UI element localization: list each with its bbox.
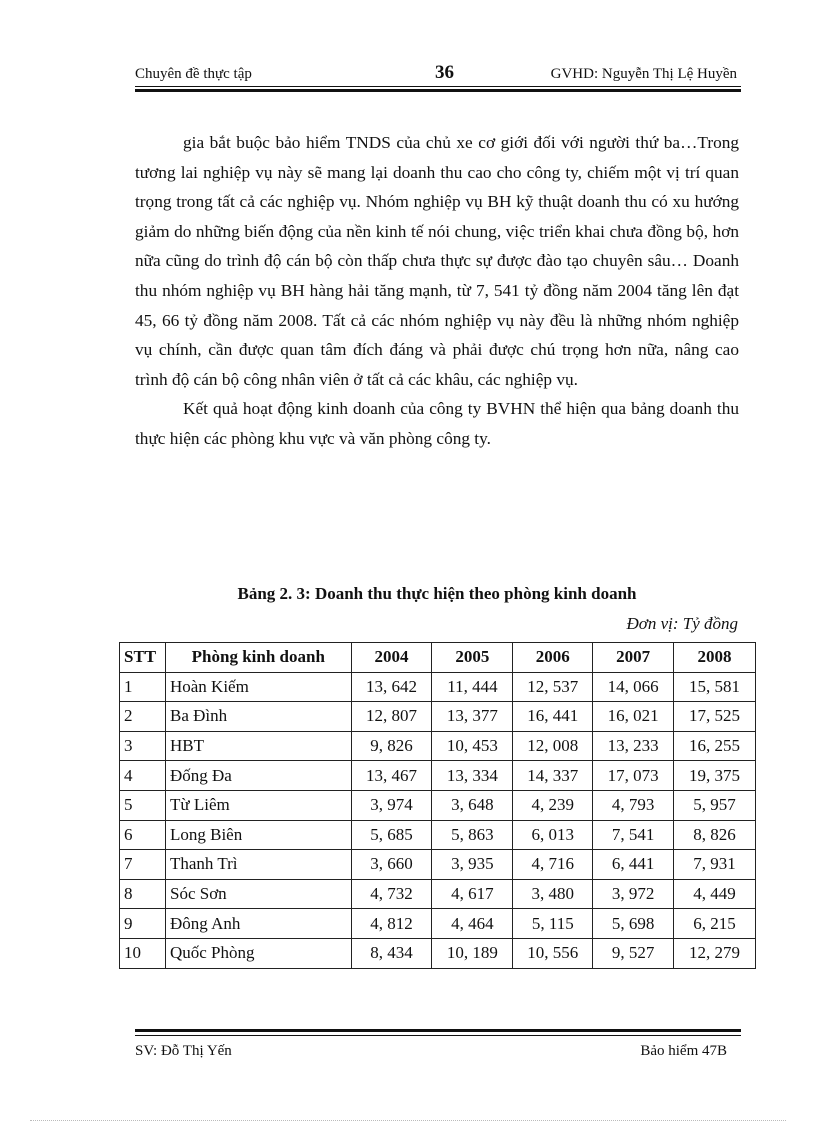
table-row (120, 672, 756, 702)
cell-department: Đống Đa (165, 761, 351, 791)
table-row (120, 879, 756, 909)
cell-2005: 3, 935 (432, 850, 513, 880)
page-bottom-divider (30, 1120, 786, 1121)
cell-2006: 5, 115 (513, 909, 593, 939)
cell-stt: 8 (120, 879, 166, 909)
cell-stt: 6 (120, 820, 166, 850)
cell-2006: 10, 556 (513, 938, 593, 968)
paragraph-2: Kết quả hoạt động kinh doanh của công ty BVHN thể hiện qua bảng doanh thu thực hiện các phòng khu vực và văn phòng công ty. (135, 399, 739, 448)
cell-department: Quốc Phòng (165, 938, 351, 968)
header-rule-thin (135, 86, 741, 87)
page-header (135, 64, 741, 86)
header-2008: 2008 (674, 643, 756, 673)
table-row (120, 731, 756, 761)
table-header-row (120, 643, 756, 673)
header-supervisor: GVHD: Nguyễn Thị Lệ Huyền (550, 66, 737, 82)
cell-2005: 5, 863 (432, 820, 513, 850)
cell-2005: 4, 617 (432, 879, 513, 909)
cell-2006: 12, 537 (513, 672, 593, 702)
cell-2004: 9, 826 (351, 731, 432, 761)
cell-2006: 3, 480 (513, 879, 593, 909)
cell-department: Từ Liêm (165, 790, 351, 820)
header-stt: STT (120, 643, 166, 673)
cell-2007: 3, 972 (593, 879, 674, 909)
footer-student: SV: Đỗ Thị Yến (135, 1043, 232, 1059)
cell-2004: 4, 732 (351, 879, 432, 909)
table-caption: Bảng 2. 3: Doanh thu thực hiện theo phòng kinh doanh (237, 584, 637, 603)
header-2005: 2005 (432, 643, 513, 673)
cell-2008: 15, 581 (674, 672, 756, 702)
cell-2007: 17, 073 (593, 761, 674, 791)
cell-2007: 7, 541 (593, 820, 674, 850)
cell-2005: 10, 453 (432, 731, 513, 761)
body-text (135, 128, 739, 454)
table-row (120, 761, 756, 791)
cell-2005: 13, 377 (432, 702, 513, 732)
table-row (120, 938, 756, 968)
cell-stt: 5 (120, 790, 166, 820)
footer-rule-thin (135, 1035, 741, 1036)
cell-2007: 13, 233 (593, 731, 674, 761)
cell-2004: 3, 660 (351, 850, 432, 880)
cell-department: Đông Anh (165, 909, 351, 939)
paragraph-1: gia bắt buộc bảo hiểm TNDS của chủ xe cơ giới đối với người thứ ba…Trong tương lai nghiệp vụ này sẽ mang lại doanh thu cao cho công ty, chiếm một vị trí quan trọng trong tất cả các nghiệp vụ. Nhóm nghiệp vụ BH kỹ thuật doanh thu có xu hướng giảm do những biến động của nền kinh tế nói chung, việc triển khai chưa đồng bộ, hơn nữa cũng do trình độ cán bộ còn thấp chưa thực sự được đào tạo chuyên sâu… Doanh thu nhóm nghiệp vụ BH hàng hải tăng mạnh, từ 7, 541 tỷ đồng năm 2004 tăng lên đạt 45, 66 tỷ đồng năm 2008. Tất cả các nhóm nghiệp vụ này đều là những nhóm nghiệp vụ chính, cần được quan tâm đích đáng và phải được chú trọng hơn nữa, nâng cao trình độ cán bộ công nhân viên ở tất cả các khâu, các nghiệp vụ. (135, 133, 739, 389)
cell-stt: 3 (120, 731, 166, 761)
cell-stt: 10 (120, 938, 166, 968)
table-row (120, 790, 756, 820)
cell-2006: 4, 716 (513, 850, 593, 880)
cell-2007: 16, 021 (593, 702, 674, 732)
cell-2008: 8, 826 (674, 820, 756, 850)
table-row (120, 850, 756, 880)
cell-stt: 1 (120, 672, 166, 702)
cell-department: HBT (165, 731, 351, 761)
cell-stt: 9 (120, 909, 166, 939)
page-number: 36 (435, 62, 454, 83)
cell-2007: 6, 441 (593, 850, 674, 880)
cell-department: Sóc Sơn (165, 879, 351, 909)
header-2006: 2006 (513, 643, 593, 673)
cell-stt: 7 (120, 850, 166, 880)
cell-2005: 3, 648 (432, 790, 513, 820)
cell-2005: 11, 444 (432, 672, 513, 702)
table-row (120, 909, 756, 939)
cell-2008: 6, 215 (674, 909, 756, 939)
cell-2007: 9, 527 (593, 938, 674, 968)
cell-2007: 14, 066 (593, 672, 674, 702)
table-unit: Đơn vị: Tỷ đồng (626, 614, 738, 633)
footer-rule-thick (135, 1029, 741, 1032)
cell-stt: 2 (120, 702, 166, 732)
cell-department: Ba Đình (165, 702, 351, 732)
table-row (120, 702, 756, 732)
cell-2008: 17, 525 (674, 702, 756, 732)
cell-2008: 4, 449 (674, 879, 756, 909)
header-2007: 2007 (593, 643, 674, 673)
cell-2006: 6, 013 (513, 820, 593, 850)
cell-2008: 5, 957 (674, 790, 756, 820)
cell-2006: 12, 008 (513, 731, 593, 761)
cell-2008: 7, 931 (674, 850, 756, 880)
cell-2007: 5, 698 (593, 909, 674, 939)
header-2004: 2004 (351, 643, 432, 673)
revenue-table (119, 642, 756, 969)
header-rule-thick (135, 89, 741, 92)
cell-2005: 4, 464 (432, 909, 513, 939)
cell-2004: 12, 807 (351, 702, 432, 732)
cell-2004: 5, 685 (351, 820, 432, 850)
cell-2006: 4, 239 (513, 790, 593, 820)
header-document-type: Chuyên đề thực tập (135, 66, 252, 82)
cell-department: Long Biên (165, 820, 351, 850)
footer-class: Bảo hiểm 47B (640, 1043, 727, 1059)
cell-2008: 19, 375 (674, 761, 756, 791)
cell-2004: 13, 467 (351, 761, 432, 791)
cell-department: Hoàn Kiếm (165, 672, 351, 702)
cell-2004: 3, 974 (351, 790, 432, 820)
cell-2008: 16, 255 (674, 731, 756, 761)
table-row (120, 820, 756, 850)
cell-2006: 16, 441 (513, 702, 593, 732)
cell-2005: 10, 189 (432, 938, 513, 968)
cell-2006: 14, 337 (513, 761, 593, 791)
header-department: Phòng kinh doanh (165, 643, 351, 673)
cell-2004: 13, 642 (351, 672, 432, 702)
cell-stt: 4 (120, 761, 166, 791)
cell-2005: 13, 334 (432, 761, 513, 791)
cell-2004: 4, 812 (351, 909, 432, 939)
cell-2008: 12, 279 (674, 938, 756, 968)
cell-2004: 8, 434 (351, 938, 432, 968)
cell-department: Thanh Trì (165, 850, 351, 880)
cell-2007: 4, 793 (593, 790, 674, 820)
